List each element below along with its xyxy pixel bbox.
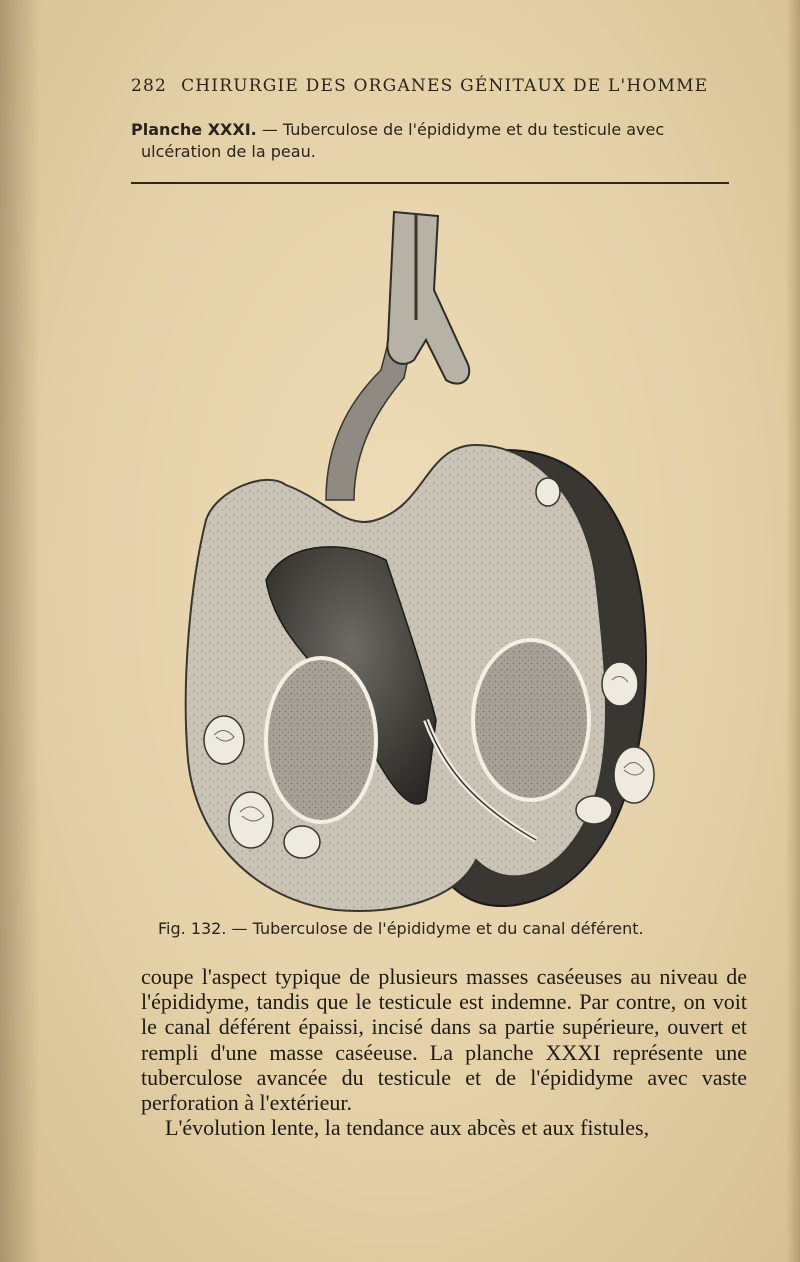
right-testicle: [473, 640, 589, 800]
paragraph-1: coupe l'aspect typique de plusieurs masses caséeuses au niveau de l'épididyme, tandis que le testicule est indemne. Par contre, on voit le canal déférent épaissi, incisé dans sa partie supérieure, ouvert et rempli d'une masse caséeuse. La planche XXXI représente une tuberculose avancée du testicule et de l'épididyme avec vaste perforation à l'extérieur.: [141, 964, 747, 1116]
running-head: [131, 76, 708, 96]
plate-caption-line2: ulcération de la peau.: [141, 142, 316, 161]
page-edge: [786, 0, 800, 1262]
figure-caption: Fig. 132. — Tuberculose de l'épididyme et du canal déférent.: [158, 919, 644, 938]
body-text: [141, 964, 747, 1140]
page-number: 282: [131, 76, 168, 96]
paragraph-2: L'évolution lente, la tendance aux abcès et aux fistules,: [165, 1115, 650, 1141]
plate-caption-line1: — Tuberculose de l'épididyme et du testicule avec: [256, 120, 665, 139]
running-title: CHIRURGIE DES ORGANES GÉNITAUX DE L'HOMME: [181, 76, 709, 96]
plate-caption: [131, 119, 731, 163]
horizontal-rule: [131, 182, 729, 184]
illustration-svg: [176, 200, 696, 920]
anatomical-illustration: [176, 200, 696, 920]
vas-deferens-opened: [387, 212, 469, 384]
plate-label: Planche XXXI.: [131, 120, 257, 139]
gutter-shadow: [0, 0, 40, 1262]
left-testicle: [266, 658, 376, 822]
